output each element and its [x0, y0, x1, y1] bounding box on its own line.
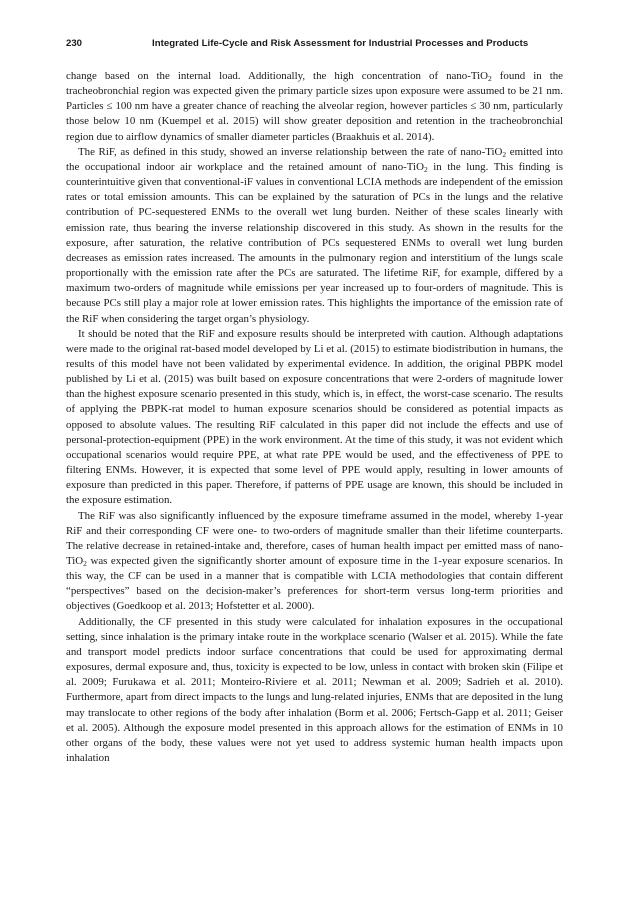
paragraph: It should be noted that the RiF and exposure results should be interpreted with caution. Although adaptations were made to the original rat-based model developed by Li et al. (2015) to estimate biodistribution in humans, the results of this model have not been validated by experimental evidence. In addition, the original PBPK model published by Li et al. (2015) was built based on exposure concentrations that were 2-orders of magnitude lower than the highest exposure scenario presented in this study, which is, in effect, the worst-case scenario. The results of applying the PBPK-rat model to human exposure scenarios should be considered as potential impacts as opposed to absolute values. The resulting RiF calculated in this paper did not include the effects and use of personal-protection-equipment (PPE) in the work environment. At the time of this study, it was not evident which occupational scenarios would require PPE, at what rate PPE would be used, and the effectiveness of PPE to filtering ENMs. However, it is expected that some level of PPE would apply, resulting in lower amounts of exposure than predicted in this paper. Therefore, if patterns of PPE usage are known, this should be included in the exposure estimation. — [66, 327, 563, 507]
running-title: Integrated Life-Cycle and Risk Assessment for Industrial Processes and Products — [152, 38, 529, 49]
paragraph: The RiF, as defined in this study, showed an inverse relationship between the rate of nano-TiO$_2$ emitted into the occupational indoor air workplace and the retained amount of nano-TiO$_2$ in the lung. This finding is counterintuitive given that conventional-iF values in conventional LCIA methods are independent of the emission rates or total emission amounts. This can be explained by the saturation of PCs in the lungs and the relative contribution of PC-sequestered ENMs to the overall wet lung burden. Neither of these scales linearly with emission rate, thus bearing the inverse relationship discovered in this study. As shown in the results for the exposure, after saturation, the relative contribution of PCs sequestered ENMs to overall wet lung burden decreases as emission rates increased. The amounts in the pulmonary region and interstitium of the lungs scale proportionally with the emission rate after the PCs are saturated. The lifetime RiF, for example, differed by a maximum two-orders of magnitude while emissions per year increased up to four-orders of magnitude. This is because PCs still play a major role at lower emission rates. This highlights the importance of the emission rate of the RiF when considering the target organ’s physiology. — [66, 145, 563, 325]
paragraph: The RiF was also significantly influenced by the exposure timeframe assumed in the model, whereby 1-year RiF and their corresponding CF were one- to two-orders of magnitude smaller than their lifetime counterparts. The relative decrease in retained-intake and, therefore, cases of human health impact per emitted mass of nano-TiO$_2$ was expected given the significantly shorter amount of exposure time in the 1-year exposure scenarios. In this way, the CF can be used in a manner that is compatible with LCIA methodologies that contain different “perspectives” based on the decision-maker’s preferences for short-term versus long-term priorities and objectives (Goedkoop et al. 2013; Hofstetter et al. 2000). — [66, 509, 563, 613]
paragraph: change based on the internal load. Additionally, the high concentration of nano-TiO$_2$ found in the tracheobronchial region was expected given the primary particle sizes upon exposure were assumed to be 21 nm. Particles ≤ 100 nm have a greater chance of reaching the alveolar region, however particles ≤ 30 nm, particularly those below 10 nm (Kuempel et al. 2015) will show greater deposition and retention in the tracheobronchial region due to airflow dynamics of smaller diameter particles (Braakhuis et al. 2014). — [66, 70, 563, 143]
body-text — [66, 69, 563, 766]
page-number: 230 — [66, 38, 83, 49]
page — [66, 38, 563, 766]
running-header — [66, 38, 563, 49]
paragraph: Additionally, the CF presented in this study were calculated for inhalation exposures in the occupational setting, since inhalation is the primary intake route in the workplace scenario (Walser et al. 2015). While the fate and transport model predicts indoor surface concentrations that could be used for approximating dermal exposures, dermal exposure and, thus, toxicity is expected to be low, unless in contact with broken skin (Filipe et al. 2009; Furukawa et al. 2011; Monteiro-Riviere et al. 2011; Newman et al. 2009; Sadrieh et al. 2010). Furthermore, apart from direct impacts to the lungs and lung-related injuries, ENMs that are deposited in the lung may translocate to other regions of the body after inhalation (Borm et al. 2006; Fertsch-Gapp et al. 2011; Geiser et al. 2005). Although the exposure model presented in this approach allows for the estimation of ENMs in 10 other organs of the body, these values were not yet used to address systemic human health impacts upon inhalation — [66, 615, 563, 765]
